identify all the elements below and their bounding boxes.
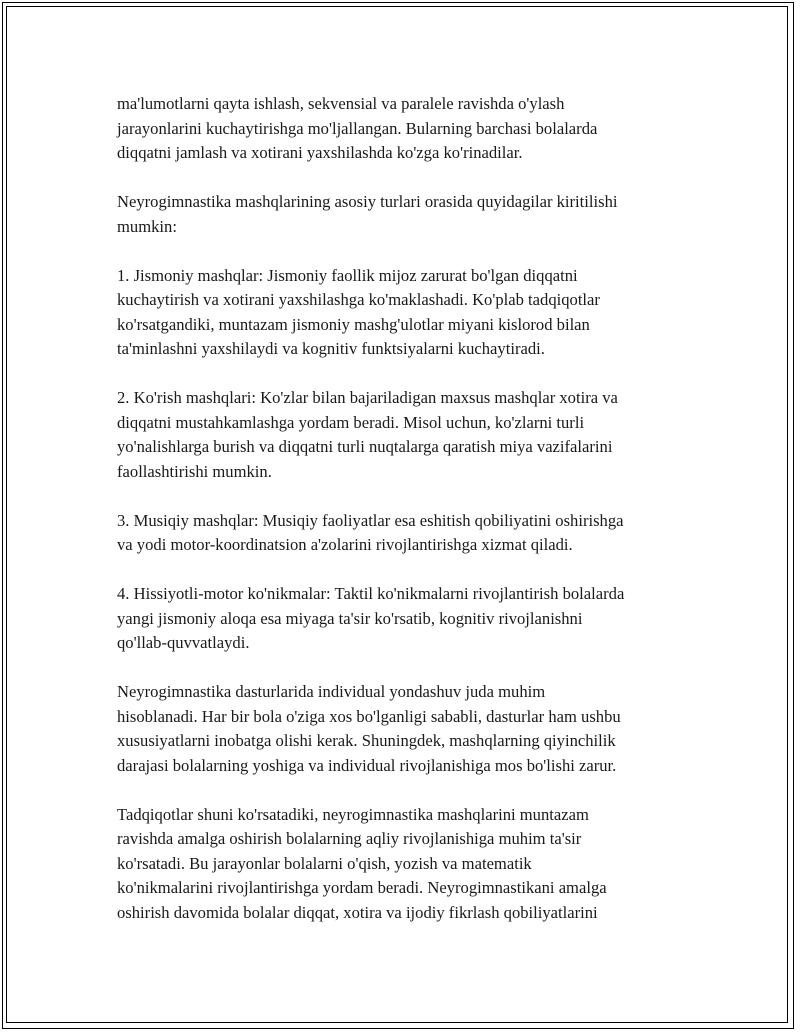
paragraph-sensory-motor-skills: 4. Hissiyotli-motor ko'nikmalar: Taktil ko'nikmalarni rivojlantirish bolalarda yangi jismoniy aloqa esa miyaga ta'sir ko'rsatib, kognitiv rivojlanishni qo'llab-quvvatlaydi.	[117, 584, 625, 652]
paragraph-visual-exercises: 2. Ko'rish mashqlari: Ko'zlar bilan bajariladigan maxsus mashqlar xotira va diqqatni mustahkamlashga yordam beradi. Misol uchun, ko'zlarni turli yo'nalishlarga burish va diqqatni turli nuqtalarga qaratish miya vazifalarini faollashtirishi mumkin.	[117, 388, 618, 481]
paragraph-physical-exercises: 1. Jismoniy mashqlar: Jismoniy faollik mijoz zarurat bo'lgan diqqatni kuchaytirish va xotirani yaxshilashga ko'maklashadi. Ko'plab tadqiqotlar ko'rsatgandiki, muntazam jismoniy mashg'ulotlar miyani kislorod bilan ta'minlashni yaxshilaydi va kognitiv funktsiyalarni kuchaytiradi.	[117, 265, 600, 358]
paragraph-individual-approach: Neyrogimnastika dasturlarida individual yondashuv juda muhim hisoblanadi. Har bir bola o'ziga xos bo'lganligi sababli, dasturlar ham ushbu xususiyatlarni inobatga olishi kerak. Shuningdek, mashqlarning qiyinchilik darajasi bolalarning yoshiga va individual rivojlanishiga mos bo'lishi zarur.	[117, 682, 621, 775]
paragraph-intro-continuation: ma'lumotlarni qayta ishlash, sekvensial va paralele ravishda o'ylash jarayonlarini kuchaytirishga mo'ljallangan. Bularning barchasi bolalarda diqqatni jamlash va xotirani yaxshilashda ko'zga ko'rinadilar.	[117, 94, 598, 162]
paragraph-exercise-types-intro: Neyrogimnastika mashqlarining asosiy turlari orasida quyidagilar kiritilishi mumkin:	[117, 192, 618, 236]
document-body	[117, 92, 697, 950]
paragraph-musical-exercises: 3. Musiqiy mashqlar: Musiqiy faoliyatlar esa eshitish qobiliyatini oshirishga va yodi motor-koordinatsion a'zolarini rivojlantirishga xizmat qiladi.	[117, 510, 624, 554]
paragraph-research-findings: Tadqiqotlar shuni ko'rsatadiki, neyrogimnastika mashqlarini muntazam ravishda amalga oshirish bolalarning aqliy rivojlanishiga muhim ta'sir ko'rsatadi. Bu jarayonlar bolalarni o'qish, yozish va matematik ko'nikmalarini rivojlantirishga yordam beradi. Neyrogimnastikani amalga oshirish davomida bolalar diqqat, xotira va ijodiy fikrlash qobiliyatlarini	[117, 804, 607, 922]
